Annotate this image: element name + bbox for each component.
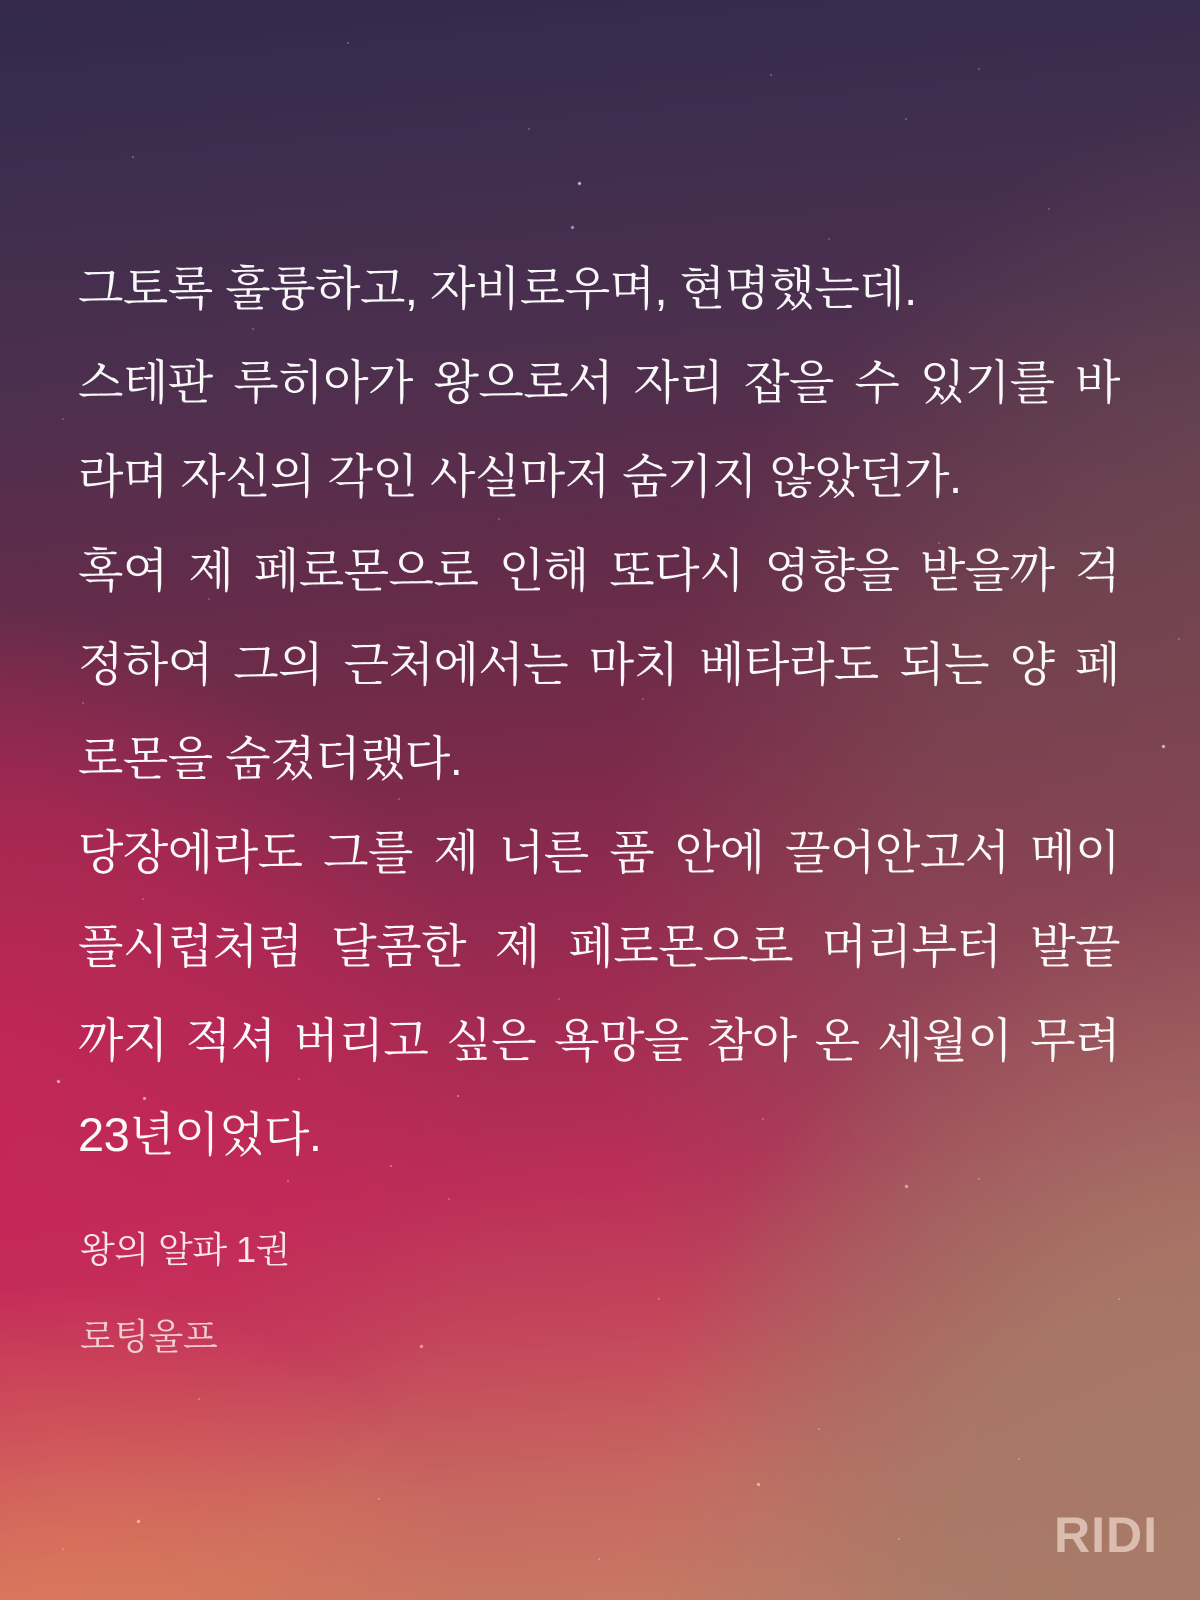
ridi-logo: RIDI xyxy=(1054,1507,1158,1563)
quote-line: 당장에라도 그를 제 너른 품 안에 끌어안고서 메이 xyxy=(78,826,1120,879)
book-quote xyxy=(78,242,1120,1182)
quote-line: 까지 적셔 버리고 싶은 욕망을 참아 온 세월이 무려 xyxy=(78,1014,1120,1067)
quote-line: 라며 자신의 각인 사실마저 숨기지 않았던가. xyxy=(78,450,962,503)
quote-line: 혹여 제 페로몬으로 인해 또다시 영향을 받을까 걱 xyxy=(78,544,1120,597)
book-author: 로팅울프 xyxy=(80,1316,218,1357)
quote-paragraph xyxy=(78,806,1120,1182)
quote-line: 스테판 루히아가 왕으로서 자리 잡을 수 있기를 바 xyxy=(78,356,1120,409)
quote-paragraph xyxy=(78,242,1120,336)
stars-decoration-bright xyxy=(0,0,3,3)
book-title: 왕의 알파 1권 xyxy=(80,1229,290,1270)
quote-paragraph xyxy=(78,524,1120,806)
quote-line: 정하여 그의 근처에서는 마치 베타라도 되는 양 페 xyxy=(78,638,1120,691)
quote-line: 그토록 훌륭하고, 자비로우며, 현명했는데. xyxy=(78,262,917,315)
quote-paragraph xyxy=(78,336,1120,524)
quote-line: 로몬을 숨겼더랬다. xyxy=(78,732,463,785)
quote-line: 23년이었다. xyxy=(78,1108,322,1161)
quote-line: 플시럽처럼 달콤한 제 페로몬으로 머리부터 발끝 xyxy=(78,920,1120,973)
